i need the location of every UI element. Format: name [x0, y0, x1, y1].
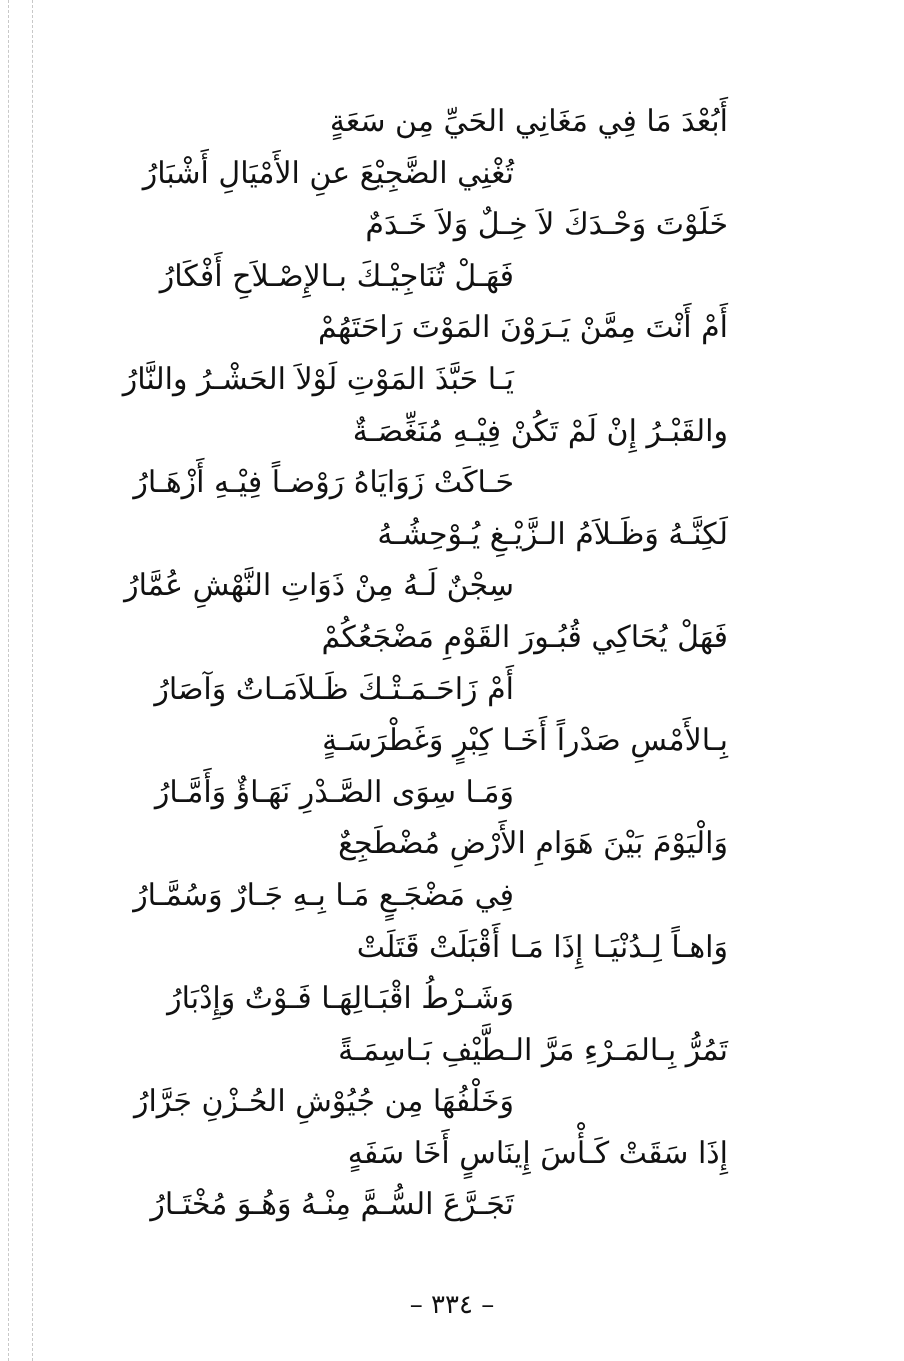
verse-line: حَـاكَتْ زَوَايَاهُ رَوْضـاً فِيْـهِ أَزْهَـارُ	[133, 465, 514, 501]
verse-line: تُغْنِي الضَّجِيْعَ عنِ الأَمْيَالِ أَشْبَارُ	[142, 155, 514, 191]
verse-line: تَجَـرَّعَ السُّـمَّ مِنْـهُ وَهُـوَ مُخْتَـارُ	[150, 1187, 514, 1223]
poem	[0, 96, 904, 1231]
verse-line: إِذَا سَقَتْ كَـأْسَ إِينَاسٍ أَخَا سَفَهٍ	[347, 1135, 728, 1171]
verse-line: أَمْ زَاحَـمَـتْـكَ ظَـلاَمَـاتٌ وَآصَارُ	[154, 671, 514, 707]
verse-line: فِي مَضْجَـعٍ مَـا بِـهِ جَـارٌ وَسُمَّـارُ	[133, 877, 514, 913]
verse-line: خَلَوْتَ وَحْـدَكَ لاَ خِـلٌ وَلاَ خَـدَمٌ	[365, 207, 728, 243]
verse-line: تَمُرُّ بِـالمَـرْءِ مَرَّ الـطَّيْفِ بَـاسِمَـةً	[338, 1032, 728, 1068]
verse-line: أَمْ أَنْتَ مِمَّنْ يَـرَوْنَ المَوْتَ رَاحَتَهُمْ	[318, 310, 728, 346]
verse-line: بِـالأَمْسِ صَدْراً أَخَـا كِبْرٍ وَغَطْرَسَـةٍ	[322, 723, 728, 759]
verse-line: وَخَلْفُهَا مِن جُيُوْشِ الحُـزْنِ جَرَّارُ	[133, 1084, 514, 1120]
verse-line: وَمَـا سِوَى الصَّـدْرِ نَهَـاؤٌ وَأَمَّـارُ	[154, 774, 514, 810]
verse-line: أَبُعْدَ مَا فِي مَغَانِي الحَيِّ مِن سَعَةٍ	[329, 104, 728, 139]
verse-line: يَـا حَبَّذَ المَوْتِ لَوْلاَ الحَشْـرُ والنَّارُ	[122, 361, 514, 397]
verse-line: لَكِنَّـهُ وَظَـلاَمُ الـزَّيْـغِ يُـوْحِشُـهُ	[377, 516, 728, 552]
verse-line: فَهَلْ يُحَاكِي قُبُـورَ القَوْمِ مَضْجَعُكُمْ	[321, 619, 728, 655]
verse-line: وَالْيَوْمَ بَيْنَ هَوَامِ الأَرْضِ مُضْطَجِعٌ	[338, 826, 728, 862]
page-number: – ٣٣٤ –	[409, 1290, 495, 1320]
verse-line: والقَبْـرُ إِنْ لَمْ تَكُنْ فِيْـهِ مُنَغِّصَـةٌ	[352, 413, 728, 449]
verse-line: وَشَـرْطُ اقْبَـالِهَـا فَـوْتٌ وَإِدْبَارُ	[167, 981, 514, 1017]
verse-line: وَاهـاً لِـدُنْيَـا إِذَا مَـا أَقْبَلَتْ قَتَلَتْ	[356, 929, 728, 965]
verse-line: سِجْنٌ لَـهُ مِنْ ذَوَاتِ النَّهْشِ عُمَّارُ	[124, 568, 514, 604]
verse-line: فَهَـلْ تُنَاجِيْـكَ بـالإِصْـلاَحِ أَفْكَارُ	[159, 258, 514, 294]
